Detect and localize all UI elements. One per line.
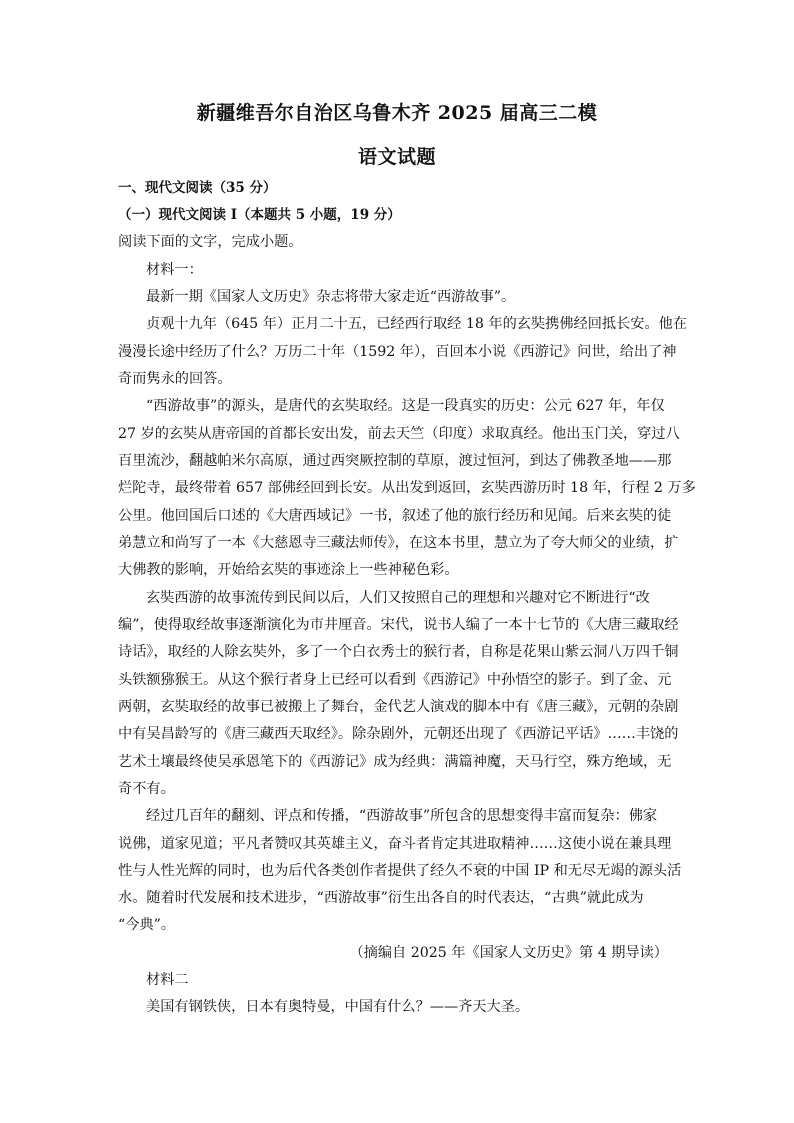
paragraph-line: 玄奘西游的故事流传到民间以后，人们又按照自己的理想和兴趣对它不断进行“改 bbox=[146, 590, 650, 606]
paragraph-line: 漫漫长途中经历了什么？万历二十年（1592 年），百回本小说《西游记》问世，给出了神 bbox=[118, 344, 677, 360]
section-heading: 一、现代文阅读（35 分） bbox=[118, 180, 277, 196]
paragraph-line: 水。随着时代发展和技术进步，“西游故事”衍生出各自的时代表达，“古典”就此成为 bbox=[118, 890, 644, 906]
paragraph-line: 两朝，玄奘取经的故事已被搬上了舞台，金代艺人演戏的脚本中有《唐三藏》，元朝的杂剧 bbox=[118, 699, 679, 715]
paragraph-line: 百里流沙，翻越帕米尔高原，通过西突厥控制的草原，渡过恒河，到达了佛教圣地——那 bbox=[118, 453, 672, 469]
source-note: （摘编自 2025 年《国家人文历史》第 4 期导读） bbox=[349, 945, 668, 961]
paragraph-line: 性与人性光辉的同时，也为后代各类创作者提供了经久不衰的中国 IP 和无尽无竭的源头活 bbox=[118, 863, 682, 879]
paragraph-line: 经过几百年的翻刻、评点和传播，“西游故事”所包含的思想变得丰富而复杂：佛家 bbox=[146, 808, 658, 824]
paragraph-line: 弟慧立和尚写了一本《大慈恩寺三藏法师传》，在这本书里，慧立为了夸大师父的业绩，扩 bbox=[118, 535, 679, 551]
paragraph-line: “今典”。 bbox=[118, 917, 176, 933]
paragraph-line: 头铁额猕猴王。从这个猴行者身上已经可以看到《西游记》中孙悟空的影子。到了金、元 bbox=[118, 672, 672, 688]
paragraph-line: “西游故事”的源头，是唐代的玄奘取经。这是一段真实的历史：公元 627 年，年仅 bbox=[146, 398, 665, 414]
paragraph-line: 中有吴昌龄写的《唐三藏西天取经》。除杂剧外，元朝还出现了《西游记平话》……丰饶的 bbox=[118, 726, 679, 742]
paragraph-line: 贞观十九年（645 年）正月二十五，已经西行取经 18 年的玄奘携佛经回抵长安。他在 bbox=[146, 316, 688, 332]
paragraph-line: 编”，使得取经故事逐渐演化为市井厘音。宋代，说书人编了一本十七节的《大唐三藏取经 bbox=[118, 617, 679, 633]
paragraph-line: 烂陀寺，最终带着 657 部佛经回到长安。从出发到返回，玄奘西游历时 18 年，行程 2 万多 bbox=[118, 480, 696, 496]
paragraph-line: 诗话》，取经的人除玄奘外，多了一个白衣秀士的猴行者，自称是花果山紫云洞八万四千铜 bbox=[118, 644, 679, 660]
paragraph-line: 奇不有。 bbox=[118, 781, 175, 797]
paragraph-line: 说佛，道家见道；平凡者赞叹其英雄主义，奋斗者肯定其进取精神……这使小说在兼具理 bbox=[118, 836, 672, 852]
instruction-text: 阅读下面的文字，完成小题。 bbox=[118, 234, 303, 250]
material1-label: 材料一： bbox=[146, 262, 203, 278]
paragraph-line: 最新一期《国家人文历史》杂志将带大家走近“西游故事”。 bbox=[146, 289, 516, 305]
paragraph-line: 奇而隽永的回答。 bbox=[118, 371, 232, 387]
paragraph-line: 大佛教的影响，开始给玄奘的事迹涂上一些神秘色彩。 bbox=[118, 562, 459, 578]
material2-line: 美国有钢铁侠，日本有奥特曼，中国有什么？——齐天大圣。 bbox=[146, 999, 530, 1015]
page-title: 新疆维吾尔自治区乌鲁木齐 2025 届高三二模 bbox=[196, 102, 598, 124]
material2-label: 材料二 bbox=[146, 972, 189, 988]
page-subtitle: 语文试题 bbox=[357, 146, 436, 168]
subsection-heading: （一）现代文阅读 I（本题共 5 小题，19 分） bbox=[118, 207, 401, 223]
paragraph-line: 公里。他回国后口述的《大唐西域记》一书，叙述了他的旅行经历和见闻。后来玄奘的徒 bbox=[118, 508, 672, 524]
paragraph-line: 27 岁的玄奘从唐帝国的首都长安出发，前去天竺（印度）求取真经。他出玉门关，穿过八 bbox=[118, 426, 680, 442]
paragraph-line: 艺术土壤最终使吴承恩笔下的《西游记》成为经典：满篇神魔，天马行空，殊方绝域，无 bbox=[118, 754, 672, 770]
